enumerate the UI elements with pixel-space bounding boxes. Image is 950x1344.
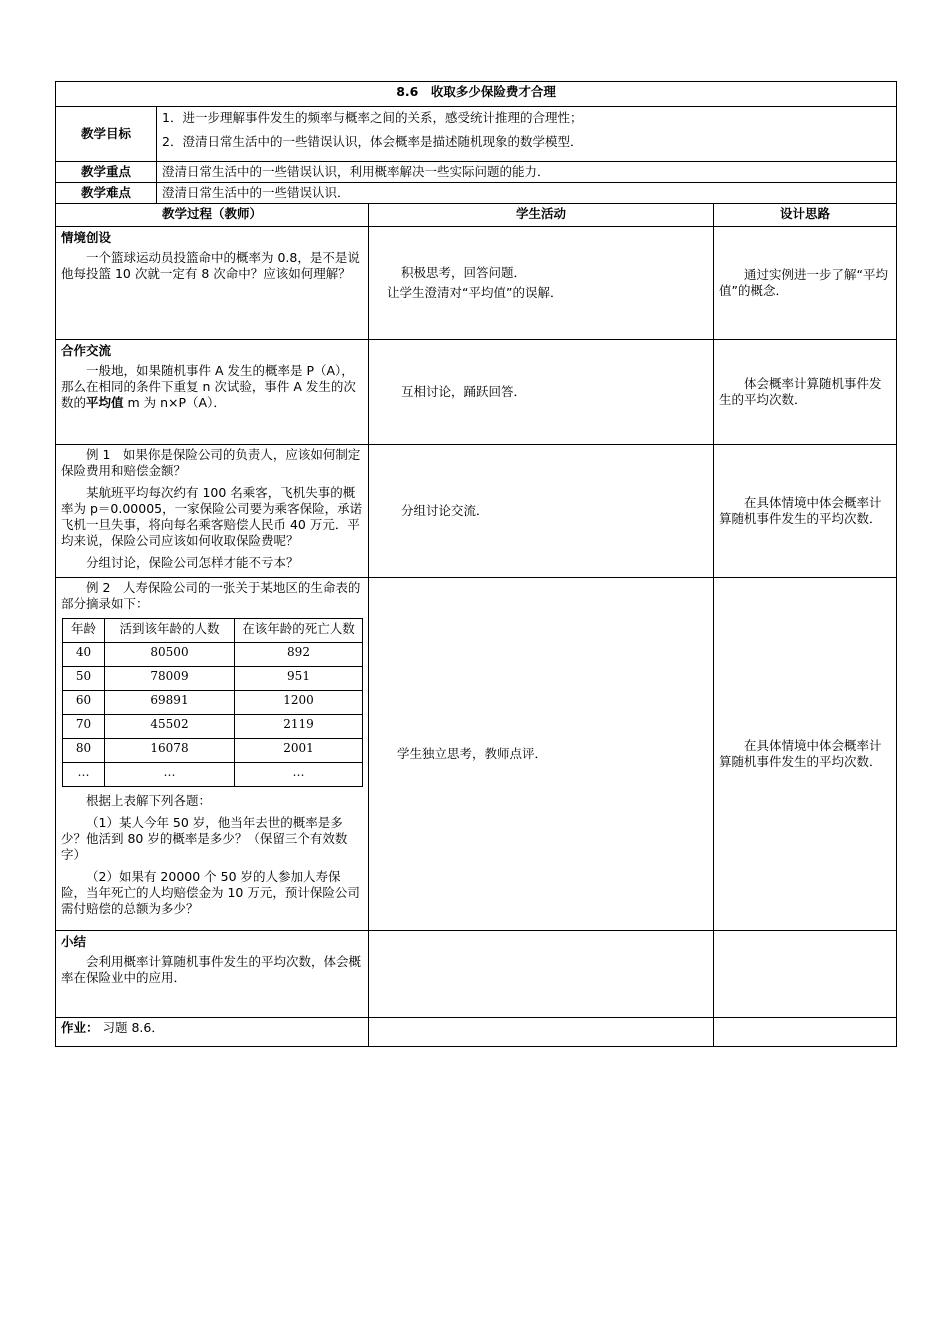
cooperation-text-a: 一般地，如果随机事件 A 发生的概率是 P（A），那么在相同的条件下重复 n 次试验，事件 A 发生的次数的 — [61, 363, 356, 410]
cooperation-text-bold: 平均值 — [86, 395, 124, 410]
example1-question: 分组讨论，保险公司怎样才能不亏本？ — [86, 555, 299, 570]
difficulty-row — [56, 183, 897, 204]
table-cell: 78009 — [105, 667, 235, 691]
objectives-label: 教学目标 — [56, 107, 157, 162]
summary-student-cell — [369, 931, 714, 1018]
lesson-title: 8.6 收取多少保险费才合理 — [56, 82, 897, 107]
example2-question-1: （1）某人今年 50 岁，他当年去世的概率是多少？他活到 80 岁的概率是多少？（保留三个有效数字） — [61, 815, 348, 862]
objectives-row — [56, 107, 897, 162]
table-cell: 80 — [63, 739, 105, 763]
table-row — [63, 691, 363, 715]
summary-text: 会利用概率计算随机事件发生的平均次数，体会概率在保险业中的应用． — [61, 954, 362, 985]
example2-design: 在具体情境中体会概率计算随机事件发生的平均次数． — [719, 738, 882, 769]
table-cell: 40 — [63, 643, 105, 667]
cooperation-title: 合作交流 — [61, 343, 112, 358]
homework-text: 习题 8.6． — [102, 1020, 164, 1035]
homework-label: 作业： — [61, 1020, 99, 1035]
table-row — [63, 739, 363, 763]
table-row — [63, 763, 363, 787]
title-row — [56, 82, 897, 107]
difficulty-text: 澄清日常生活中的一些错误认识． — [157, 183, 897, 204]
homework-student-cell — [369, 1018, 714, 1047]
example2-heading: 例 2 人寿保险公司的一张关于某地区的生命表的部分摘录如下： — [61, 580, 361, 611]
table-cell: 951 — [235, 667, 363, 691]
example2-intro: 根据上表解下列各题： — [86, 793, 212, 808]
column-header-process: 教学过程（教师） — [56, 204, 369, 227]
situation-row — [56, 227, 897, 340]
life-table-header-alive: 活到该年龄的人数 — [105, 619, 235, 643]
table-row — [63, 715, 363, 739]
example2-row — [56, 578, 897, 931]
cooperation-row — [56, 340, 897, 445]
cooperation-design: 体会概率计算随机事件发生的平均次数． — [719, 376, 882, 407]
example1-heading: 例 1 如果你是保险公司的负责人，应该如何制定保险费用和赔偿金额？ — [61, 447, 361, 478]
key-point-row — [56, 162, 897, 183]
column-header-row — [56, 204, 897, 227]
table-cell: 60 — [63, 691, 105, 715]
difficulty-label: 教学难点 — [56, 183, 157, 204]
example2-student: 学生独立思考，教师点评． — [369, 578, 714, 931]
objective-item-2: 2．澄清日常生活中的一些错误认识，体会概率是描述随机现象的数学模型． — [162, 134, 583, 149]
homework-row — [56, 1018, 897, 1047]
key-point-text: 澄清日常生活中的一些错误认识，利用概率解决一些实际问题的能力． — [157, 162, 897, 183]
example1-student: 分组讨论交流． — [369, 445, 714, 578]
situation-design: 通过实例进一步了解“平均值”的概念． — [719, 267, 888, 298]
example1-body: 某航班平均每次约有 100 名乘客，飞机失事的概率为 p＝0.00005，一家保险公司要为乘客保险，承诺飞机一旦失事，将向每名乘客赔偿人民币 40 万元．平均来说，保险公司应该如何收取保险费呢？ — [61, 485, 363, 548]
summary-row — [56, 931, 897, 1018]
table-cell: 2119 — [235, 715, 363, 739]
table-cell: … — [63, 763, 105, 787]
table-cell: 45502 — [105, 715, 235, 739]
life-table-header — [63, 619, 363, 643]
key-point-label: 教学重点 — [56, 162, 157, 183]
summary-title: 小结 — [61, 934, 87, 949]
example1-row — [56, 445, 897, 578]
situation-text: 一个篮球运动员投篮命中的概率为 0.8，是不是说他每投篮 10 次就一定有 8 次命中？应该如何理解？ — [61, 250, 360, 281]
summary-design-cell — [714, 931, 897, 1018]
lesson-plan-page — [55, 81, 896, 1047]
life-table-header-deaths: 在该年龄的死亡人数 — [235, 619, 363, 643]
situation-student-1: 积极思考，回答问题． — [401, 265, 527, 280]
cooperation-text — [61, 363, 363, 411]
table-cell: 80500 — [105, 643, 235, 667]
example2-question-2: （2）如果有 20000 个 50 岁的人参加人寿保险，当年死亡的人均赔偿金为 10 万元，预计保险公司需付赔偿的总额为多少？ — [61, 869, 360, 916]
column-header-student: 学生活动 — [369, 204, 714, 227]
example1-design: 在具体情境中体会概率计算随机事件发生的平均次数． — [719, 495, 882, 526]
table-cell: … — [235, 763, 363, 787]
objective-item-1: 1．进一步理解事件发生的频率与概率之间的关系，感受统计推理的合理性； — [162, 110, 583, 125]
table-cell: 2001 — [235, 739, 363, 763]
table-cell: … — [105, 763, 235, 787]
table-cell: 1200 — [235, 691, 363, 715]
life-table-header-age: 年龄 — [63, 619, 105, 643]
lesson-plan-table — [55, 81, 897, 1047]
table-cell: 50 — [63, 667, 105, 691]
table-row — [63, 667, 363, 691]
homework-design-cell — [714, 1018, 897, 1047]
table-row — [63, 643, 363, 667]
column-header-design: 设计思路 — [714, 204, 897, 227]
table-cell: 16078 — [105, 739, 235, 763]
table-cell: 70 — [63, 715, 105, 739]
situation-title: 情境创设 — [61, 230, 112, 245]
table-cell: 892 — [235, 643, 363, 667]
cooperation-student: 互相讨论，踊跃回答． — [369, 340, 714, 445]
cooperation-text-b: m 为 n×P（A）． — [123, 395, 226, 410]
table-cell: 69891 — [105, 691, 235, 715]
life-table — [62, 618, 363, 787]
situation-student-2: 让学生澄清对“平均值”的误解． — [387, 285, 563, 300]
